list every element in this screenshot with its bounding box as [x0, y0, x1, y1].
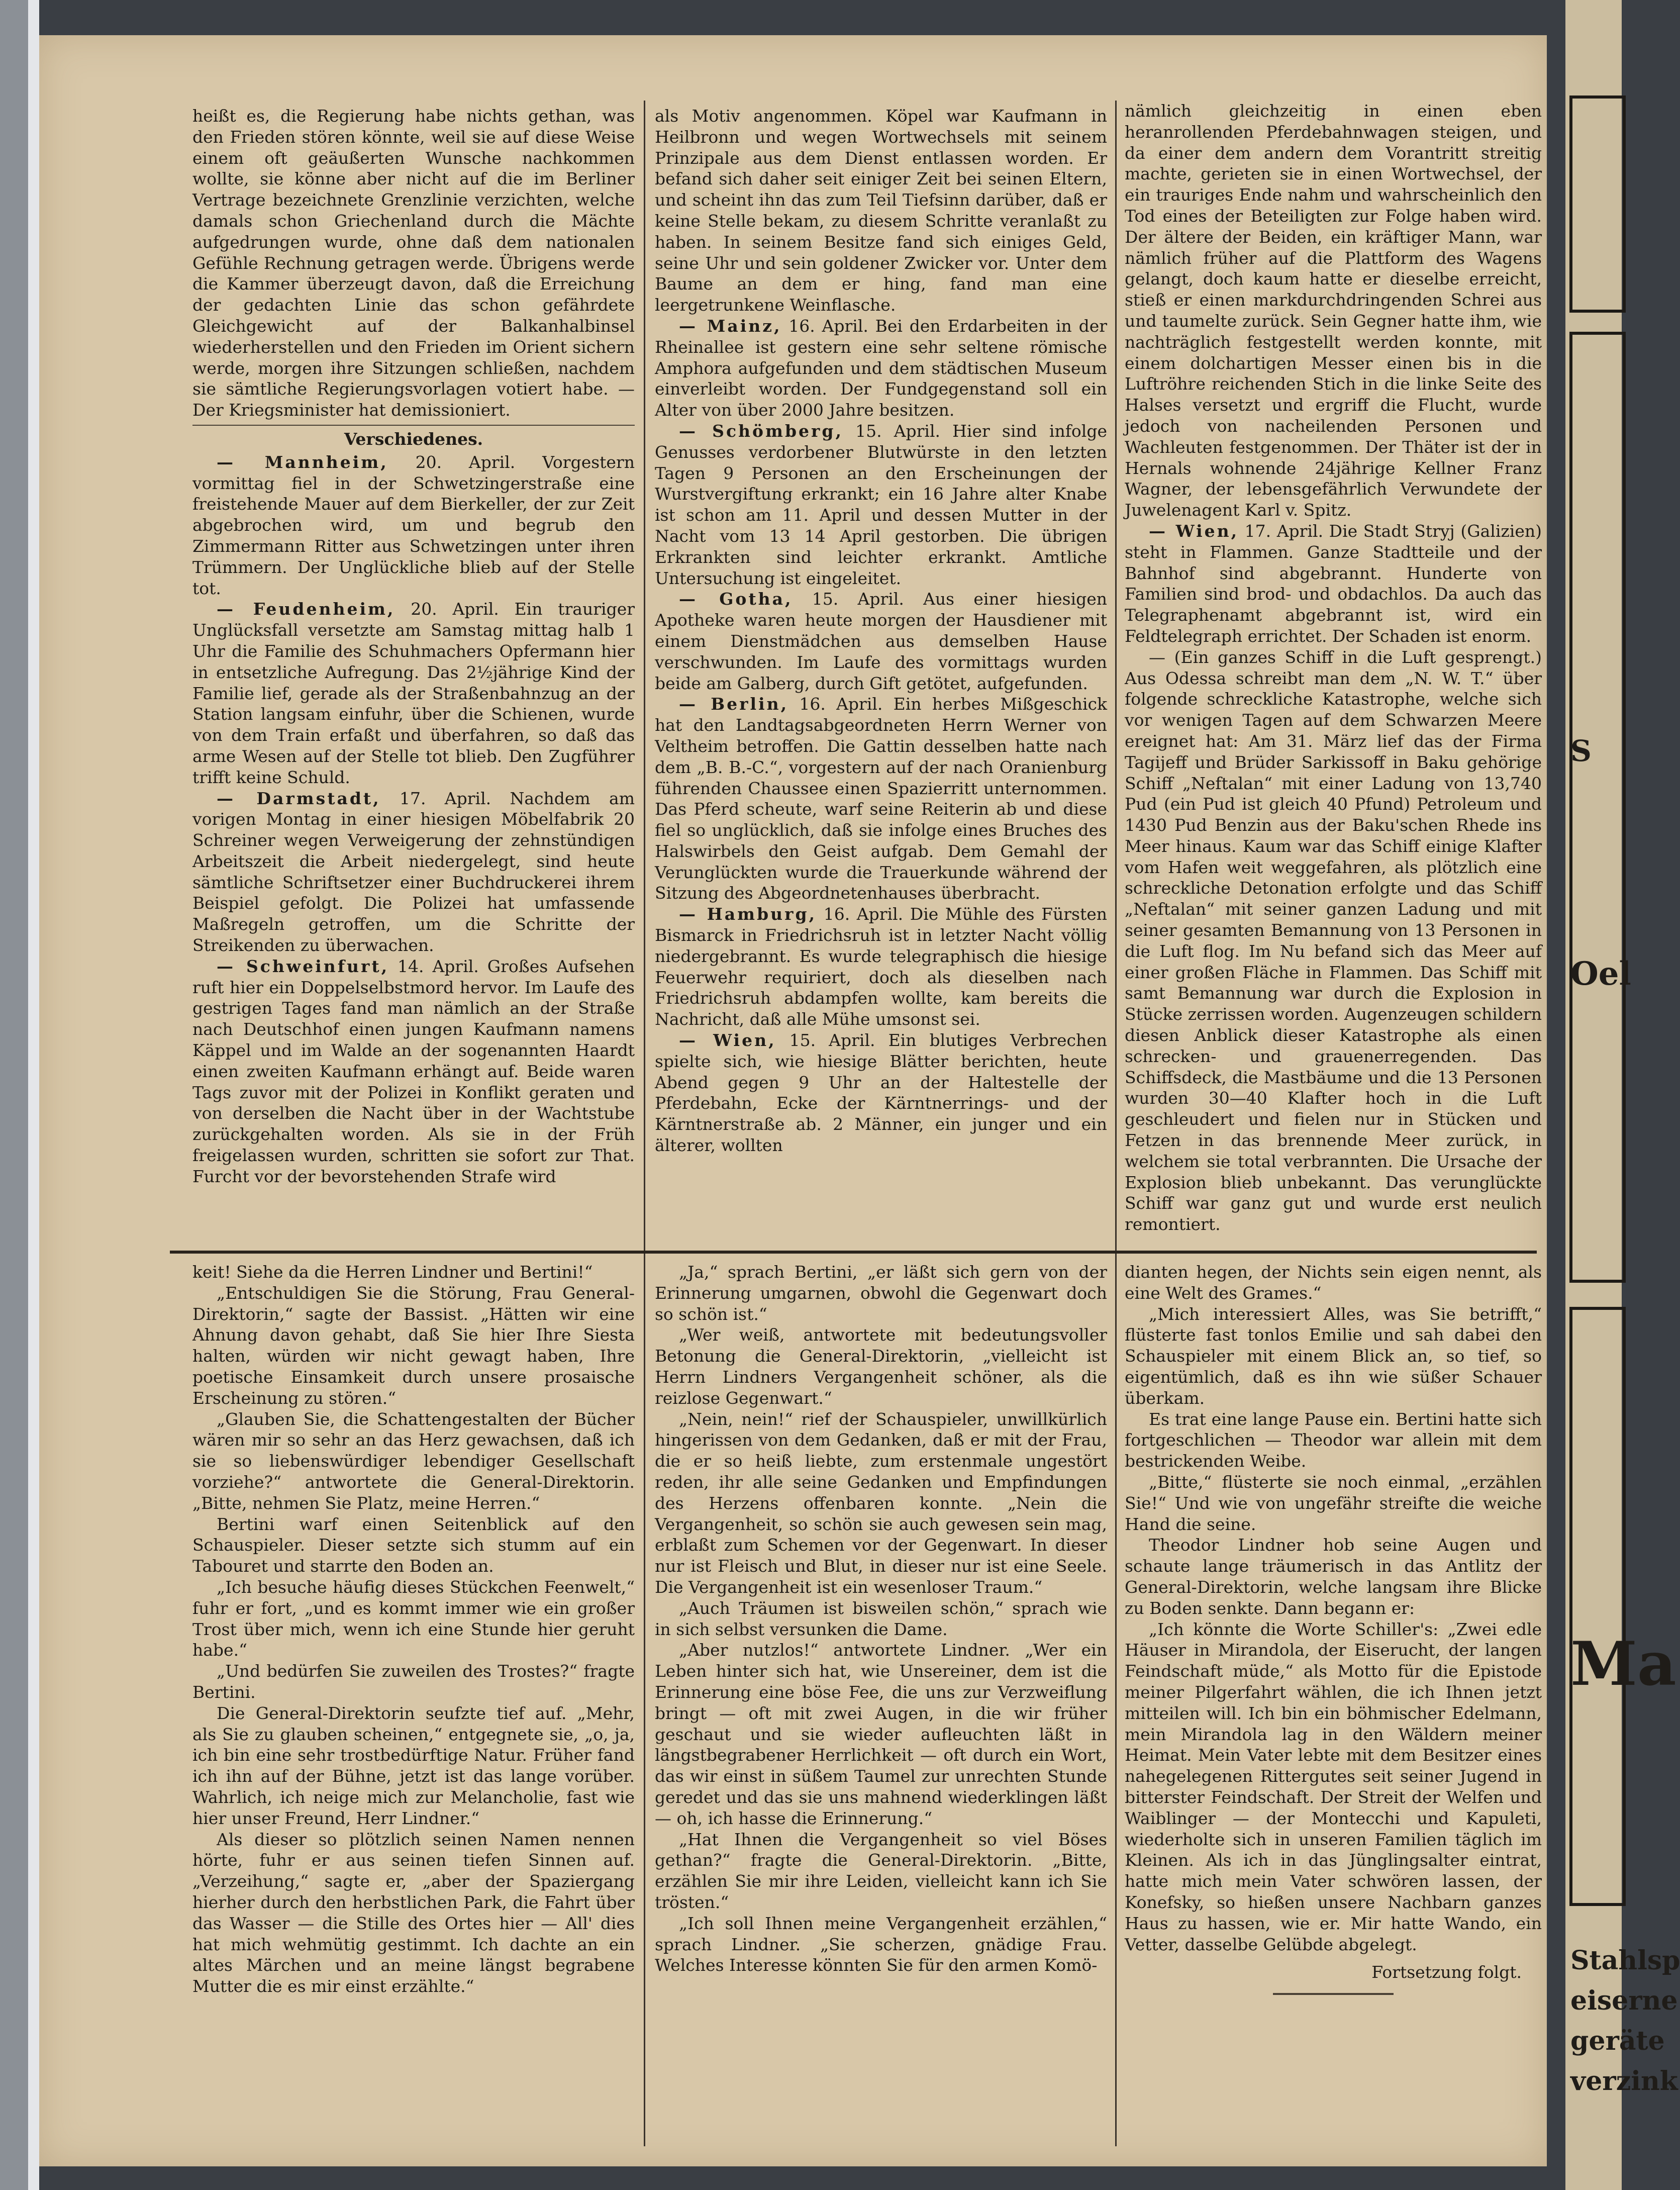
feuilleton-paragraph: „Nein, nein!“ rief der Schauspieler, unwillkürlich hingerissen von dem Gedanken, daß er mit der Frau, die er so heiß liebte, zum erstenmale ungestört reden, ihr alle seine Gedanken und Empfindungen des Herzens offenbaren konnte. „Nein die Vergangenheit, so schön sie auch gewesen sein mag, erblaßt zum Schemen vor der Gegenwart. In dieser nur ist Fleisch und Blut, in dieser nur ist eine Seele. Die Vergangenheit ist ein wesenloser Traum.“	[655, 1409, 1107, 1597]
news-item	[192, 956, 635, 1187]
ad-word: Oel	[1570, 955, 1631, 993]
news-item	[655, 694, 1107, 904]
news-item-text: 20. April. Vorgestern vormittag fiel in der Schwetzingerstraße eine freistehende Mauer auf dem Bierkeller, der zur Zeit abgebrochen wird, um und begrub den Zimmermann Ritter aus Schwetzingen unter ihren Trümmern. Der Unglückliche blieb auf der Stelle tot.	[192, 452, 635, 598]
news-item-place: — Mannheim,	[217, 452, 388, 472]
news-item	[655, 904, 1107, 1030]
feuilleton-paragraph: „Ich soll Ihnen meine Vergangenheit erzählen,“ sprach Lindner. „Sie scherzen, gnädige Frau. Welches Interesse könnten Sie für den armen Komö-	[655, 1913, 1107, 1975]
column-rule	[644, 101, 645, 1297]
news-item-text: 16. April. Die Mühle des Fürsten Bismarck in Friedrichsruh ist in letzter Nacht völlig niedergebrannt. Es wurde telegraphisch die hiesige Feuerwehr requiriert, doch als dieselben nach Friedrichsruh abdampfen wollte, kam bereits die Nachricht, daß alle Mühe umsonst sei.	[655, 904, 1107, 1029]
column-rule	[1115, 101, 1117, 1297]
ad-word: Ma	[1570, 1629, 1676, 1699]
feuilleton-paragraph: „Wer weiß, antwortete mit bedeutungsvoller Betonung die General-Direktorin, „vielleicht ist Herrn Lindners Vergangenheit schöner, als die reizlose Gegenwart.“	[655, 1325, 1107, 1408]
news-item-place: — Gotha,	[679, 589, 793, 609]
feuilleton-paragraph: „Entschuldigen Sie die Störung, Frau General-Direktorin,“ sagte der Bassist. „Hätten wir eine Ahnung davon gehabt, daß Sie hier Ihre Siesta halten, würden wir nicht gewagt haben, Ihre poetische Einsamkeit durch unsere prosaische Erscheinung zu stören.“	[192, 1283, 635, 1408]
news-item	[192, 788, 635, 956]
news-item-text: 16. April. Ein herbes Mißgeschick hat den Landtagsabgeordneten Herrn Werner von Veltheim betroffen. Die Gattin desselben hatte nach dem „B. B.-C.“, vorgestern auf der nach Oranienburg führenden Chaussee einen Spazierritt unternommen. Das Pferd scheute, warf seine Reiterin ab und diese fiel so unglücklich, daß sie infolge eines Bruches des Halswirbels den Geist aufgab. Dem Gemahl der Verunglückten wurde die Trauerkunde während der Sitzung des Abgeordnetenhauses überbracht.	[655, 694, 1107, 903]
feuilleton-paragraph: Bertini warf einen Seitenblick auf den Schauspieler. Dieser setzte sich stumm auf ein Tabouret und starrte den Boden an.	[192, 1514, 635, 1576]
column-rule	[1115, 1262, 1117, 2146]
news-item-place: — Mainz,	[679, 316, 782, 336]
feuilleton-paragraph: „Ja,“ sprach Bertini, „er läßt sich gern von der Erinnerung umgarnen, obwohl die Gegenwart doch so schön ist.“	[655, 1262, 1107, 1324]
news-item-text: 14. April. Großes Aufsehen ruft hier ein Doppelselbstmord hervor. Im Laufe des gestrigen Tages fand man nämlich an der Straße nach Deutschhof einen jungen Kaufmann namens Käppel und im Walde an der sogenannten Haardt einen zweiten Kaufmann erhängt auf. Beide waren Tags zuvor mit der Polizei in Konflikt geraten und von derselben die Nacht über in der Wachtstube zurückgehalten worden. Als sie in der Früh freigelassen wurden, schritten sie sofort zur That. Furcht vor der bevorstehenden Strafe wird	[192, 956, 635, 1186]
feuilleton-paragraph: Es trat eine lange Pause ein. Bertini hatte sich fortgeschlichen — Theodor war allein mit dem bestrickenden Weibe.	[1125, 1409, 1542, 1471]
news-item-text: 17. April. Die Stadt Stryj (Galizien) steht in Flammen. Ganze Stadtteile und der Bahnhof sind abgebrannt. Hunderte von Familien sind brod- und obdachlos. Da auch das Telegraphenamt abgebrannt ist, wird ein Feldtelegraph errichtet. Der Schaden ist enorm.	[1125, 521, 1542, 646]
news-item-place: — (Ein ganzes Schiff in die Luft gesprengt.)	[1149, 647, 1542, 667]
feuilleton-paragraph: „Mich interessiert Alles, was Sie betrifft,“ flüsterte fast tonlos Emilie und sah dabei den Schauspieler mit einem Blick an, so tief, so eigentümlich, daß es ihn wie süßer Schauer überkam.	[1125, 1304, 1542, 1408]
news-lead-text: als Motiv angenommen. Köpel war Kaufmann in Heilbronn und wegen Wortwechsels mit seinem Prinzipale aus dem Dienst entlassen worden. Er befand sich daher seit einiger Zeit bei seinen Eltern, und scheint ihn das zum Teil Tiefsinn darüber, daß er keine Stelle bekam, zu diesem Schritte veranlaßt zu haben. In seinem Besitze fand sich einiges Geld, seine Uhr und sein goldener Zwicker vor. Unter dem Baume an dem er hing, fand man eine leergetrunkene Weinflasche.	[655, 106, 1107, 315]
feuilleton-paragraph: „Aber nutzlos!“ antwortete Lindner. „Wer ein Leben hinter sich hat, wie Unsereiner, dem ist die Erinnerung eine böse Fee, die uns zur Verzweiflung bringt — oft mit zwei Augen, in die wir früher geschaut und sie wieder aufleuchten läßt in längstbegrabener Herrlichkeit — oft durch ein Wort, das wir einst in süßem Taumel zur unrechten Stunde geredet und das sie uns mahnend wiederklingen läßt — oh, ich hasse die Erinnerung.“	[655, 1640, 1107, 1828]
scanner-board	[0, 0, 30, 2190]
feuilleton-paragraph: „Glauben Sie, die Schattengestalten der Bücher wären mir so sehr an das Herz gewachsen, daß ich sie so liebenswürdiger lebendiger Gesellschaft vorziehe?“ antwortete die General-Direktorin. „Bitte, nehmen Sie Platz, meine Herren.“	[192, 1409, 635, 1513]
ad-frame	[1569, 332, 1626, 1283]
news-item	[655, 421, 1107, 589]
news-item	[655, 316, 1107, 421]
news-item	[1125, 647, 1542, 1235]
news-lead-text: nämlich gleichzeitig in einen eben heranrollenden Pferdebahnwagen steigen, und da einer dem andern dem Vorantritt streitig machte, gerieten sie in einen Wortwechsel, der ein trauriges Ende nahm und wahrscheinlich den Tod eines der Beteiligten zur Folge haben wird. Der ältere der Beiden, ein kräftiger Mann, war nämlich früher auf die Plattform des Wagens gelangt, doch kaum hatte er dieselbe erreicht, stieß er einen markdurchdringenden Schrei aus und taumelte zurück. Sein Gegner hatte ihm, wie nachträglich festgestellt werden konnte, mit einem dolchartigen Messer einen bis in die Luftröhre reichenden Stich in die linke Seite des Halses versetzt und ergriff die Flucht, wurde jedoch von nacheilenden Personen und Wachleuten festgenommen. Der Thäter ist der in Hernals wohnende 24jährige Kellner Franz Wagner, der lebensgefährlich Verwundete der Juwelenagent Karl v. Spitz.	[1125, 101, 1542, 520]
section-rule	[192, 425, 635, 426]
newspaper-page	[39, 35, 1547, 2166]
ad-word: verzink	[1570, 2066, 1678, 2097]
news-item-place: — Wien,	[1149, 521, 1239, 541]
feuilleton-paragraph: „Ich besuche häufig dieses Stückchen Feenwelt,“ fuhr er fort, „und es kommt immer wie ein großer Trost über mich, wenn ich eine Stunde hier geruht habe.“	[192, 1577, 635, 1660]
news-item	[655, 1030, 1107, 1156]
news-lead-text: heißt es, die Regierung habe nichts gethan, was den Frieden stören könnte, weil sie auf diese Weise einem oft geäußerten Wunsche nachkommen wollte, sie könne aber nicht auf die im Berliner Vertrage bezeichnete Grenzlinie verzichten, welche damals schon Griechenland durch die Mächte aufgedrungen wurde, ohne daß dem nationalen Gefühle Rechnung getragen werde. Übrigens werde die Kammer überzeugt davon, daß die Erreichung der gedachten Linie das schon gefährdete Gleichgewicht auf der Balkanhalbinsel wiederherstellen und den Frieden im Orient sichern werde, morgen ihre Sitzungen schließen, nachdem sie sämtliche Regierungsvorlagen votiert habe. — Der Kriegsminister hat demissioniert.	[192, 106, 635, 420]
section-heading: Verschiedenes.	[344, 429, 483, 449]
ad-word: geräte	[1570, 2026, 1665, 2056]
news-column-2	[655, 106, 1107, 1247]
ad-frame	[1569, 1307, 1626, 1906]
news-item	[655, 589, 1107, 694]
news-item-text: 15. April. Aus einer hiesigen Apotheke waren heute morgen der Hausdiener mit einem Dienstmädchen aus demselben Hause verschwunden. Im Laufe des vormittags wurden beide am Galberg, durch Gift getötet, aufgefunden.	[655, 589, 1107, 693]
feuilleton-paragraph: Die General-Direktorin seufzte tief auf. „Mehr, als Sie zu glauben scheinen,“ entgegnete sie, „o, ja, ich bin eine sehr trostbedürftige Natur. Früher fand ich ihn auf der Bühne, jetzt ist das lange vorüber. Wahrlich, ich neige mich zur Melancholie, fast wie hier unser Freund, Herr Lindner.“	[192, 1703, 635, 1828]
news-column-3	[1125, 101, 1542, 1247]
news-item-place: — Wien,	[679, 1030, 776, 1051]
ad-frame	[1569, 96, 1626, 313]
news-item-text: 17. April. Nachdem am vorigen Montag in einer hiesigen Möbelfabrik 20 Schreiner wegen Verweigerung der zehnstündigen Arbeitszeit die Arbeit niedergelegt, sind heute sämtliche Schriftsetzer einer Buchdruckerei ihrem Beispiel gefolgt. Die Polizei hat umfassende Maßregeln getroffen, um die Schritte der Streikenden zu überwachen.	[192, 788, 635, 956]
feuilleton-paragraph: „Auch Träumen ist bisweilen schön,“ sprach wie in sich selbst versunken die Dame.	[655, 1598, 1107, 1639]
feuilleton-column-2	[655, 1262, 1107, 2146]
feuilleton-column-3	[1125, 1262, 1542, 2146]
continued-note: Fortsetzung folgt.	[1371, 1962, 1522, 1982]
news-item-place: — Darmstadt,	[217, 788, 381, 808]
news-item	[192, 599, 635, 788]
news-item-place: — Schömberg,	[679, 421, 843, 441]
ad-word: eiserne	[1570, 1985, 1678, 2016]
news-item	[192, 452, 635, 599]
news-item-place: — Schweinfurt,	[217, 956, 389, 976]
news-item-place: — Hamburg,	[679, 904, 817, 924]
feuilleton-separator	[170, 1251, 1537, 1254]
feuilleton-paragraph: keit! Siehe da die Herren Lindner und Bertini!“	[192, 1262, 593, 1282]
column-rule	[644, 1262, 645, 2146]
ad-word: Stahlsp	[1570, 1945, 1680, 1976]
ad-word: S	[1570, 734, 1592, 768]
feuilleton-paragraph: dianten hegen, der Nichts sein eigen nennt, als eine Welt des Grames.“	[1125, 1262, 1542, 1303]
feuilleton-paragraph: „Und bedürfen Sie zuweilen des Trostes?“ fragte Bertini.	[192, 1661, 635, 1702]
news-item-text: 16. April. Bei den Erdarbeiten in der Rheinallee ist gestern eine sehr seltene römische Amphora aufgefunden und dem städtischen Museum einverleibt worden. Der Fundgegenstand soll ein Alter von über 2000 Jahre besitzen.	[655, 316, 1107, 420]
feuilleton-paragraph: „Ich könnte die Worte Schiller's: „Zwei edle Häuser in Mirandola, der Eiserucht, der langen Feindschaft müde,“ als Motto für die Epistode meiner Pilgerfahrt wählen, die ich Ihnen jetzt mitteilen will. Ich bin ein böhmischer Edelmann, mein Mirandola lag in den Wäldern meiner Heimat. Mein Vater lebte mit dem Besitzer eines nahegelegenen Rittergutes seit seiner Jugend in bitterster Feindschaft. Der Streit der Welfen und Waiblinger — der Montecchi und Kapuleti, wiederholte sich in unseren Familien täglich im Kleinen. Als ich in das Jünglingsalter eintrat, hatte mich mein Vater schwören lassen, der Konefsky, so hießen unsere Nachbarn ganzes Haus zu hassen, wie er. Mir hatte Wando, ein Vetter, dasselbe Gelübde abgelegt.	[1125, 1619, 1542, 1954]
news-item	[1125, 521, 1542, 647]
feuilleton-paragraph: Als dieser so plötzlich seinen Namen nennen hörte, fuhr er aus seinen tiefen Sinnen auf. „Verzeihung,“ sagte er, „aber der Spaziergang hierher durch den herbstlichen Park, die Fahrt über das Wasser — die Stille des Ortes hier — All' dies hat mich wehmütig gestimmt. Ich dachte an ein altes Märchen und an meine längst begrabene Mutter die es mir einst erzählte.“	[192, 1829, 635, 1996]
news-item-text: 15. April. Hier sind infolge Genusses verdorbener Blutwürste in den letzten Tagen 9 Personen an den Erscheinungen der Wurstvergiftung erkrankt; ein 16 Jahre alter Knabe ist schon am 11. April und dessen Mutter in der Nacht vom 13 14 April gestorben. Die übrigen Erkrankten sind leichter erkrankt. Amtliche Untersuchung ist eingeleitet.	[655, 421, 1107, 588]
feuilleton-paragraph: Theodor Lindner hob seine Augen und schaute lange träumerisch in das Antlitz der General-Direktorin, welche langsam ihre Blicke zu Boden senkte. Dann begann er:	[1125, 1535, 1542, 1618]
news-item-text: 20. April. Ein trauriger Unglücksfall versetzte am Samstag mittag halb 1 Uhr die Familie des Schuhmachers Opfermann hier in entsetzliche Aufregung. Das 2½jährige Kind der Familie lief, gerade als der Straßenbahnzug an der Station langsam einfuhr, über die Schienen, wurde von dem Train erfaßt und überfahren, so daß das arme Wesen auf der Stelle tot blieb. Den Zugführer trifft keine Schuld.	[192, 599, 635, 787]
news-item-text: Aus Odessa schreibt man dem „N. W. T.“ über folgende schreckliche Katastrophe, welche sich vor wenigen Tagen auf dem Schwarzen Meere ereignet hat: Am 31. März lief das der Firma Tagijeff und Brüder Sarkissoff in Baku gehörige Schiff „Neftalan“ mit einer Ladung von 13,740 Pud (ein Pud ist gleich 40 Pfund) Petroleum und 1430 Pud Benzin aus der Baku'schen Rhede ins Meer hinaus. Kaum war das Schiff einige Klafter vom Hafen weit weggefahren, als plötzlich eine schreckliche Detonation erfolgte und das Schiff „Neftalan“ mit seiner ganzen Ladung und mit seiner gesamten Bemannung von 13 Personen in die Luft flog. Im Nu befand sich das Meer auf einer großen Fläche in Flammen. Das Schiff mit samt Bemannung war durch die Explosion in Stücke zerrissen worden. Augenzeugen schildern diesen Anblick dieser Katastrophe als einen schrecken- und grauenerregenden. Das Schiffsdeck, die Mastbäume und die 13 Personen wurden 30—40 Klafter hoch in die Luft geschleudert und fielen nur in Stücken und Fetzen in das brennende Meer zurück, in welchem sie total verbrannten. Die Ursache der Explosion blieb unbekannt. Das verunglückte Schiff war ganz gut und wurde erst neulich remontiert.	[1125, 668, 1542, 1234]
news-item-place: — Feudenheim,	[217, 599, 396, 619]
news-column-1	[192, 106, 635, 1247]
end-rule	[1273, 1993, 1394, 1995]
news-item-place: — Berlin,	[679, 694, 789, 714]
adjacent-page-edge	[1565, 0, 1680, 2190]
feuilleton-paragraph: „Hat Ihnen die Vergangenheit so viel Böses gethan?“ fragte die General-Direktorin. „Bitte, erzählen Sie mir ihre Leiden, vielleicht kann ich Sie trösten.“	[655, 1829, 1107, 1912]
scanner-board-edge	[28, 0, 39, 2190]
feuilleton-column-1	[192, 1262, 635, 2146]
news-item-text: 15. April. Ein blutiges Verbrechen spielte sich, wie hiesige Blätter berichten, heute Abend gegen 9 Uhr an der Haltestelle der Pferdebahn, Ecke der Kärntnerrings- und der Kärntnerstraße ab. 2 Männer, ein junger und ein älterer, wollten	[655, 1030, 1107, 1156]
feuilleton-paragraph: „Bitte,“ flüsterte sie noch einmal, „erzählen Sie!“ Und wie von ungefähr streifte die weiche Hand die seine.	[1125, 1472, 1542, 1534]
